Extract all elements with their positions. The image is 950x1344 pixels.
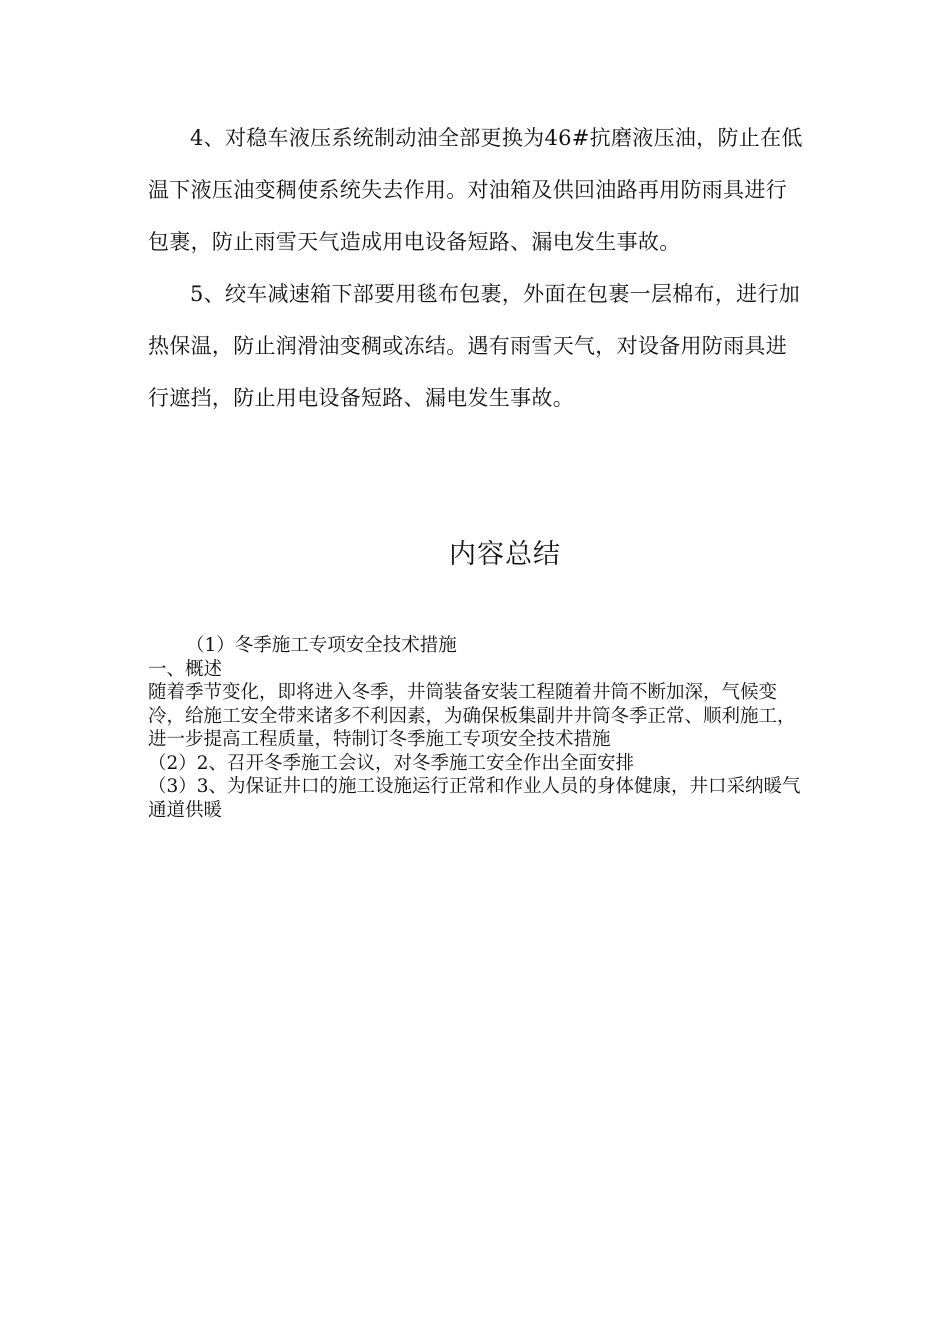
summary-item-3: （3）3、为保证井口的施工设施运行正常和作业人员的身体健康，井口采纳暖气通道供暖: [148, 776, 801, 821]
summary-overview-text: 随着季节变化，即将进入冬季，井筒装备安装工程随着井筒不断加深，气候变冷，给施工安全带来诸多不利因素，为确保板集副井井筒冬季正常、顺利施工，进一步提高工程质量，特制订冬季施工专项安全技术措施: [148, 682, 796, 750]
summary-heading-overview: 一、概述: [148, 658, 223, 680]
paragraph-item-5: 5、绞车减速箱下部要用毯布包裹，外面在包裹一层棉布，进行加热保温，防止润滑油变稠或冻结。遇有雨雪天气，对设备用防雨具进行遮挡，防止用电设备短路、漏电发生事故。: [148, 282, 801, 410]
summary-item-2: （2）2、召开冬季施工会议，对冬季施工安全作出全面安排: [148, 752, 635, 774]
summary-body: [148, 634, 808, 822]
summary-item-1: （1）冬季施工专项安全技术措施: [186, 635, 457, 656]
paragraph-item-4: 4、对稳车液压系统制动油全部更换为46#抗磨液压油，防止在低温下液压油变稠使系统失去作用。对油箱及供回油路再用防雨具进行包裹，防止雨雪天气造成用电设备短路、漏电发生事故。: [148, 126, 803, 254]
summary-title: 内容总结: [449, 539, 561, 570]
